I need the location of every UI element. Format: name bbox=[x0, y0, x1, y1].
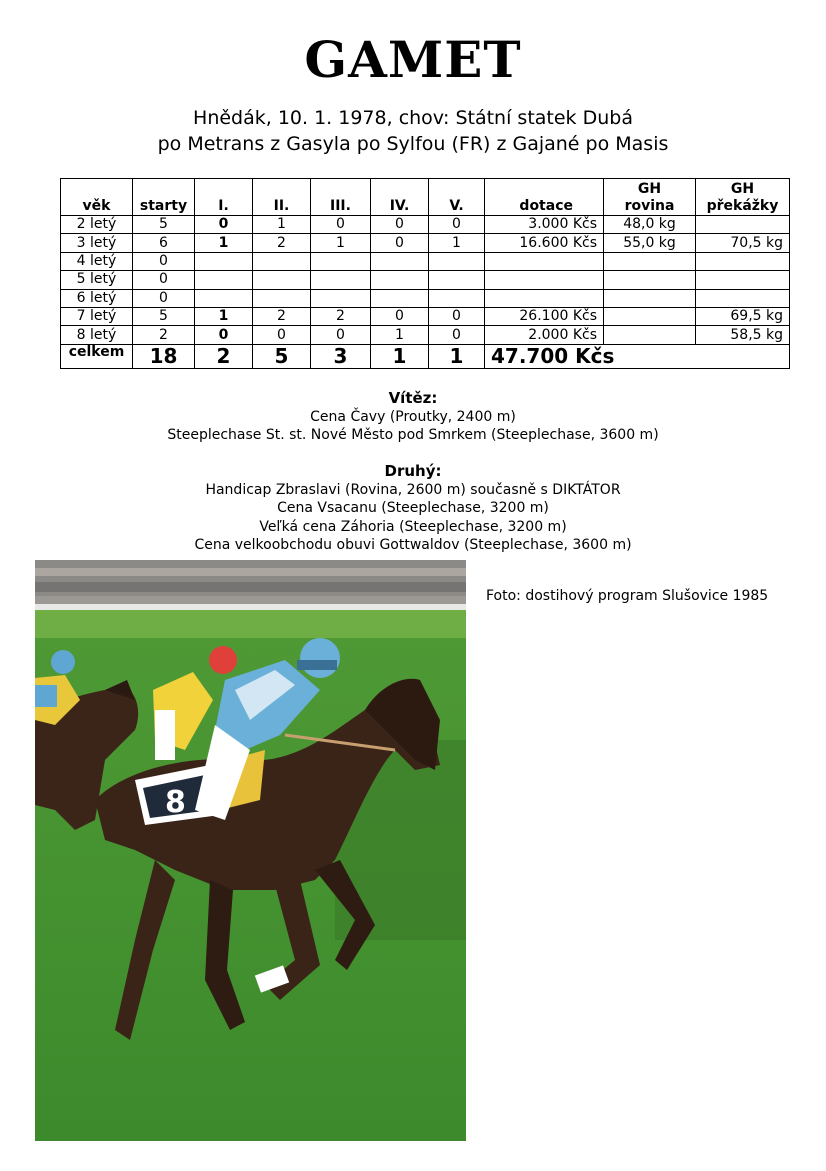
cell-starts: 0 bbox=[133, 271, 195, 289]
col-header-age: věk bbox=[61, 179, 133, 216]
col-header-fourth: IV. bbox=[371, 179, 429, 216]
cell-fifth bbox=[429, 252, 485, 270]
cell-second: 1 bbox=[253, 216, 311, 234]
gh-obstacle-bottom: překážky bbox=[706, 198, 779, 214]
horse-details: Hnědák, 10. 1. 1978, chov: Státní statek Dubá bbox=[193, 107, 633, 129]
table-row bbox=[61, 216, 790, 234]
gh-obstacle-top: GH bbox=[730, 181, 755, 197]
horse-name-title: GAMET bbox=[304, 30, 522, 89]
cell-gh-obstacle bbox=[696, 289, 790, 307]
cell-third: 2 bbox=[311, 307, 371, 325]
cell-fifth bbox=[429, 289, 485, 307]
cell-third bbox=[311, 289, 371, 307]
racing-stats-table bbox=[60, 178, 790, 369]
pedigree-line: po Metrans z Gasyla po Sylfou (FR) z Gajané po Masis bbox=[157, 133, 669, 155]
total-fourth: 1 bbox=[371, 344, 429, 368]
second-race-2: Cena Vsacanu (Steeplechase, 3200 m) bbox=[277, 500, 549, 516]
saddle-number: 8 bbox=[165, 785, 186, 820]
cell-gh-flat: 55,0 kg bbox=[604, 234, 696, 252]
cell-starts: 0 bbox=[133, 252, 195, 270]
cell-prize: 2.000 Kčs bbox=[485, 326, 604, 344]
second-place-section bbox=[0, 462, 826, 555]
cell-fourth: 1 bbox=[371, 326, 429, 344]
cell-gh-flat bbox=[604, 289, 696, 307]
col-header-third: III. bbox=[311, 179, 371, 216]
second-race-4: Cena velkoobchodu obuvi Gottwaldov (Steeplechase, 3600 m) bbox=[194, 537, 632, 553]
cell-fifth bbox=[429, 271, 485, 289]
second-race-1: Handicap Zbraslavi (Rovina, 2600 m) současně s DIKTÁTOR bbox=[205, 481, 621, 498]
col-header-first: I. bbox=[195, 179, 253, 216]
cell-fourth bbox=[371, 252, 429, 270]
table-row bbox=[61, 234, 790, 252]
col-header-second: II. bbox=[253, 179, 311, 216]
cell-starts: 6 bbox=[133, 234, 195, 252]
cell-first: 1 bbox=[195, 234, 253, 252]
cell-age: 4 letý bbox=[61, 252, 133, 270]
cell-gh-flat bbox=[604, 326, 696, 344]
cell-fourth: 0 bbox=[371, 234, 429, 252]
total-starts: 18 bbox=[133, 344, 195, 368]
total-third: 3 bbox=[311, 344, 371, 368]
col-header-gh-obstacle bbox=[696, 179, 790, 216]
cell-age: 6 letý bbox=[61, 289, 133, 307]
winner-section bbox=[0, 389, 826, 445]
cell-third: 1 bbox=[311, 234, 371, 252]
table-row bbox=[61, 307, 790, 325]
winner-race-2: Steeplechase St. st. Nové Město pod Smrkem (Steeplechase, 3600 m) bbox=[167, 427, 659, 443]
cell-second bbox=[253, 271, 311, 289]
winner-heading: Vítěz: bbox=[388, 389, 438, 407]
photo-credit: Foto: dostihový program Slušovice 1985 bbox=[486, 588, 769, 604]
cell-fourth: 0 bbox=[371, 216, 429, 234]
cell-fourth bbox=[371, 289, 429, 307]
total-first: 2 bbox=[195, 344, 253, 368]
cell-prize: 16.600 Kčs bbox=[485, 234, 604, 252]
cell-second bbox=[253, 289, 311, 307]
cell-age: 5 letý bbox=[61, 271, 133, 289]
cell-first bbox=[195, 271, 253, 289]
table-row bbox=[61, 289, 790, 307]
cell-age: 7 letý bbox=[61, 307, 133, 325]
cell-fifth: 0 bbox=[429, 307, 485, 325]
total-prize: 47.700 Kčs bbox=[485, 344, 790, 368]
cell-fifth: 0 bbox=[429, 326, 485, 344]
total-second: 5 bbox=[253, 344, 311, 368]
cell-gh-flat bbox=[604, 271, 696, 289]
cell-age: 8 letý bbox=[61, 326, 133, 344]
table-total-row bbox=[61, 344, 790, 368]
cell-third bbox=[311, 271, 371, 289]
cell-prize: 26.100 Kčs bbox=[485, 307, 604, 325]
winner-race-1: Cena Čavy (Proutky, 2400 m) bbox=[310, 408, 516, 425]
table-row bbox=[61, 326, 790, 344]
cell-prize bbox=[485, 289, 604, 307]
cell-first: 0 bbox=[195, 216, 253, 234]
cell-gh-obstacle bbox=[696, 271, 790, 289]
cell-prize: 3.000 Kčs bbox=[485, 216, 604, 234]
total-label: celkem bbox=[61, 344, 133, 368]
cell-starts: 2 bbox=[133, 326, 195, 344]
cell-third: 0 bbox=[311, 216, 371, 234]
table-row bbox=[61, 252, 790, 270]
cell-starts: 5 bbox=[133, 216, 195, 234]
cell-gh-flat: 48,0 kg bbox=[604, 216, 696, 234]
cell-gh-obstacle: 69,5 kg bbox=[696, 307, 790, 325]
gh-flat-bottom: rovina bbox=[624, 198, 675, 214]
cell-gh-obstacle: 70,5 kg bbox=[696, 234, 790, 252]
gh-flat-top: GH bbox=[637, 181, 662, 197]
cell-fifth: 1 bbox=[429, 234, 485, 252]
table-row bbox=[61, 271, 790, 289]
cell-second: 2 bbox=[253, 307, 311, 325]
cell-fourth bbox=[371, 271, 429, 289]
cell-gh-obstacle bbox=[696, 216, 790, 234]
race-photo bbox=[35, 560, 466, 1141]
cell-first: 1 bbox=[195, 307, 253, 325]
cell-fourth: 0 bbox=[371, 307, 429, 325]
table-header-row bbox=[61, 179, 790, 216]
cell-prize bbox=[485, 252, 604, 270]
cell-first bbox=[195, 252, 253, 270]
cell-first bbox=[195, 289, 253, 307]
cell-age: 3 letý bbox=[61, 234, 133, 252]
cell-age: 2 letý bbox=[61, 216, 133, 234]
second-heading: Druhý: bbox=[384, 462, 442, 480]
col-header-starts: starty bbox=[133, 179, 195, 216]
second-race-3: Veľká cena Záhoria (Steeplechase, 3200 m) bbox=[259, 518, 567, 535]
cell-second bbox=[253, 252, 311, 270]
col-header-fifth: V. bbox=[429, 179, 485, 216]
cell-starts: 5 bbox=[133, 307, 195, 325]
cell-prize bbox=[485, 271, 604, 289]
col-header-gh-flat bbox=[604, 179, 696, 216]
cell-second: 0 bbox=[253, 326, 311, 344]
cell-starts: 0 bbox=[133, 289, 195, 307]
cell-fifth: 0 bbox=[429, 216, 485, 234]
cell-gh-obstacle bbox=[696, 252, 790, 270]
cell-gh-flat bbox=[604, 307, 696, 325]
cell-first: 0 bbox=[195, 326, 253, 344]
col-header-prize: dotace bbox=[485, 179, 604, 216]
cell-second: 2 bbox=[253, 234, 311, 252]
cell-gh-flat bbox=[604, 252, 696, 270]
cell-third bbox=[311, 252, 371, 270]
cell-third: 0 bbox=[311, 326, 371, 344]
cell-gh-obstacle: 58,5 kg bbox=[696, 326, 790, 344]
total-fifth: 1 bbox=[429, 344, 485, 368]
